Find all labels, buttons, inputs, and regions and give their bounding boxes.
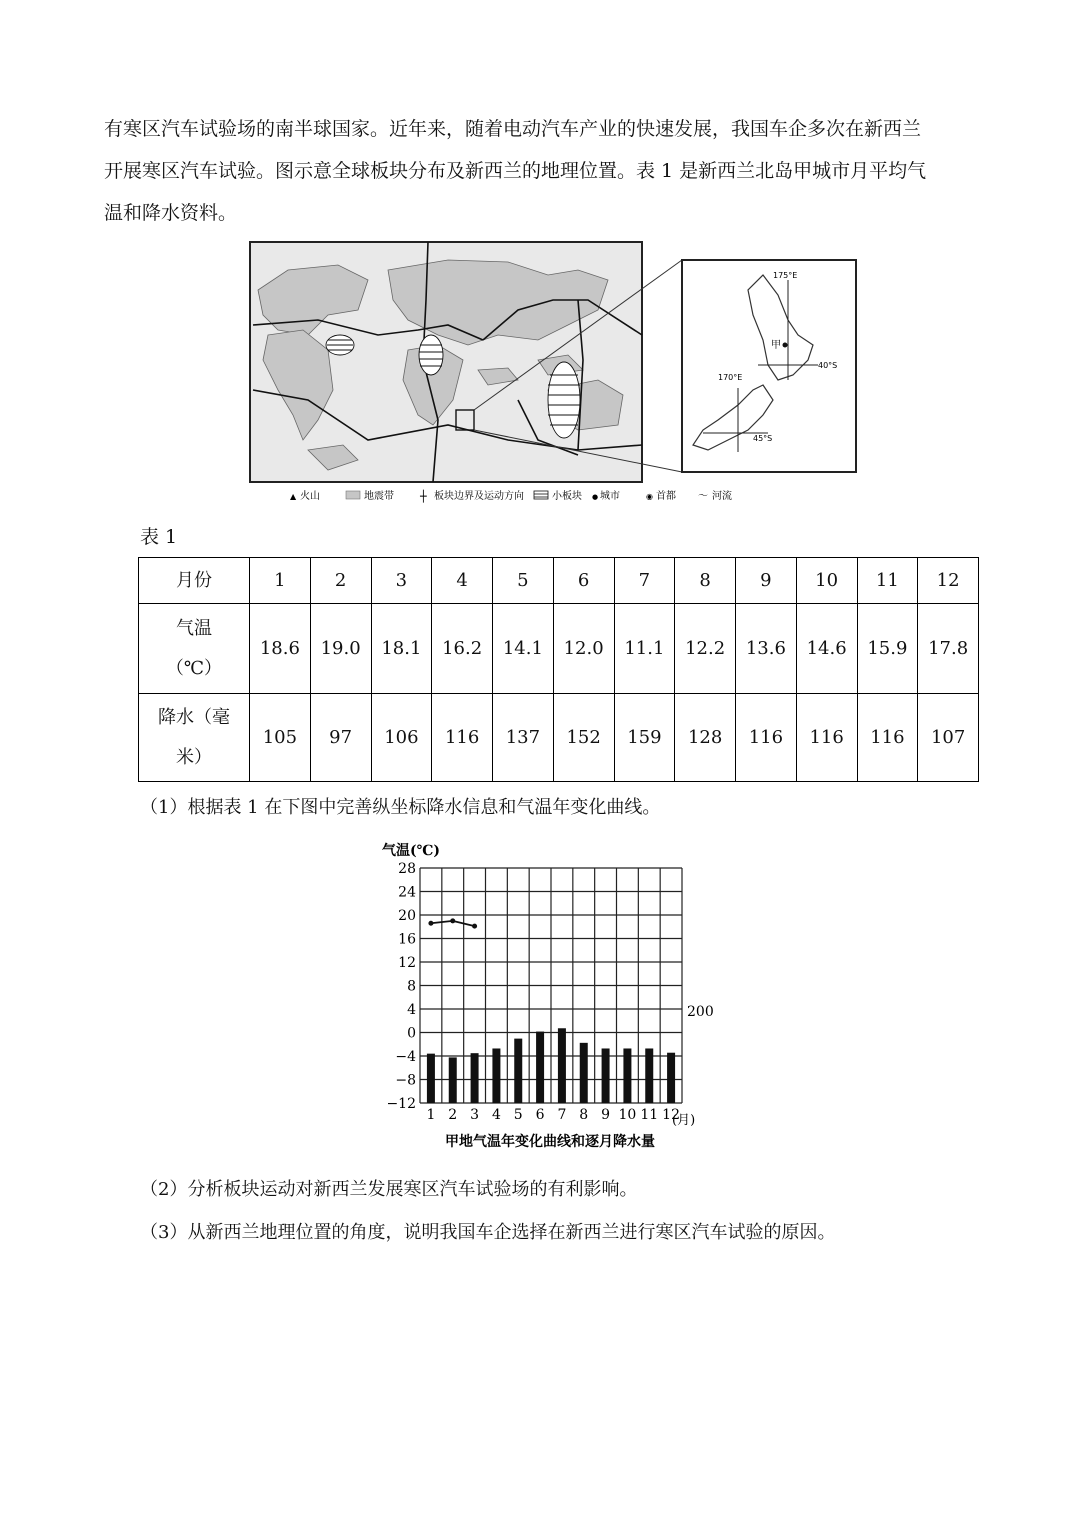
temperature-cell: 16.2 xyxy=(432,604,493,694)
precipitation-cell: 116 xyxy=(857,694,918,782)
chart-y-axis xyxy=(386,861,416,1112)
y-tick-label: 12 xyxy=(398,955,416,971)
legend-capital-label: 首都 xyxy=(656,491,676,502)
y-tick-label: 0 xyxy=(407,1025,416,1042)
chart-ylabel: 气温(℃) xyxy=(382,843,441,859)
chart-grid xyxy=(420,868,682,1103)
month-cell: 4 xyxy=(432,558,493,604)
precipitation-cell: 128 xyxy=(675,694,736,782)
precipitation-bar xyxy=(558,1028,566,1103)
legend-seismic-label: 地震带 xyxy=(364,491,394,502)
legend-city-label: 城市 xyxy=(600,491,620,502)
y-tick-label: 8 xyxy=(407,978,416,995)
y-tick-label: −8 xyxy=(395,1072,416,1089)
lon-170-label: 170°E xyxy=(718,373,743,382)
temperature-cell: 14.1 xyxy=(493,604,554,694)
x-tick-label: 9 xyxy=(601,1107,611,1123)
legend-volcano-label: 火山 xyxy=(300,491,320,502)
x-tick-label: 4 xyxy=(491,1107,501,1123)
x-tick-label: 6 xyxy=(535,1107,545,1123)
y-tick-label: −4 xyxy=(395,1049,416,1065)
temperature-cell: 12.2 xyxy=(675,604,736,694)
x-tick-label: 10 xyxy=(618,1107,637,1123)
temperature-header-line: 气温 xyxy=(176,617,212,639)
y-tick-label: 4 xyxy=(407,1002,416,1018)
question-2: （2）分析板块运动对新西兰发展寒区汽车试验场的有利影响。 xyxy=(140,1179,638,1200)
temperature-curve xyxy=(428,918,477,928)
precipitation-bar xyxy=(645,1048,653,1103)
lat-40-label: 40°S xyxy=(818,361,838,370)
temperature-point xyxy=(472,924,477,929)
chart-right-axis-label: 200 xyxy=(687,1004,714,1020)
month-cell: 10 xyxy=(796,558,857,604)
intro-paragraph xyxy=(104,108,974,234)
x-tick-label: 5 xyxy=(513,1107,523,1123)
legend-small-plate-swatch xyxy=(534,491,548,499)
x-tick-label: 1 xyxy=(426,1107,436,1123)
y-tick-label: 20 xyxy=(398,908,416,924)
precipitation-cell: 106 xyxy=(371,694,432,782)
y-tick-label: 24 xyxy=(398,884,416,901)
temperature-row xyxy=(139,604,979,694)
temperature-point xyxy=(428,921,433,926)
temperature-cell: 15.9 xyxy=(857,604,918,694)
precipitation-cell: 137 xyxy=(493,694,554,782)
precipitation-cell: 105 xyxy=(250,694,311,782)
temperature-cell: 17.8 xyxy=(918,604,979,694)
x-tick-label: 2 xyxy=(448,1107,458,1123)
map-legend xyxy=(290,489,732,503)
city-label: 甲 xyxy=(771,340,781,351)
precipitation-bar xyxy=(536,1032,544,1103)
plate-map-figure xyxy=(248,240,864,510)
y-tick-label: 28 xyxy=(398,861,416,877)
x-tick-label: 12 xyxy=(662,1107,680,1123)
month-cell: 1 xyxy=(250,558,311,604)
legend-capital-icon: ◉ xyxy=(646,492,653,501)
precipitation-header-line: 降水（毫 xyxy=(158,706,230,728)
question-3: （3）从新西兰地理位置的角度，说明我国车企选择在新西兰进行寒区汽车试验的原因。 xyxy=(140,1222,836,1243)
legend-boundary-icon: ┼ xyxy=(420,490,427,503)
temperature-cell: 14.6 xyxy=(796,604,857,694)
month-cell: 12 xyxy=(918,558,979,604)
precipitation-header-line: 米） xyxy=(176,746,212,768)
x-tick-label: 7 xyxy=(557,1107,567,1123)
precipitation-bar xyxy=(449,1057,457,1103)
question-1: （1）根据表 1 在下图中完善纵坐标降水信息和气温年变化曲线。 xyxy=(140,797,661,818)
month-cell: 8 xyxy=(675,558,736,604)
temperature-cell: 12.0 xyxy=(553,604,614,694)
precipitation-cell: 159 xyxy=(614,694,675,782)
precipitation-bar xyxy=(623,1048,631,1103)
precipitation-bar xyxy=(514,1039,522,1103)
x-tick-label: 8 xyxy=(579,1107,589,1123)
temperature-cell: 19.0 xyxy=(310,604,371,694)
city-marker xyxy=(783,343,788,348)
month-row xyxy=(139,558,979,604)
legend-seismic-swatch xyxy=(346,491,360,499)
intro-line: 温和降水资料。 xyxy=(104,202,238,224)
legend-river-icon: 〜 xyxy=(698,491,708,502)
intro-line: 有寒区汽车试验场的南半球国家。近年来，随着电动汽车产业的快速发展，我国车企多次在新西兰 xyxy=(104,118,922,140)
lat-45-label: 45°S xyxy=(753,434,773,443)
legend-city-icon: ● xyxy=(592,493,599,501)
month-header: 月份 xyxy=(139,558,250,604)
month-cell: 5 xyxy=(493,558,554,604)
precipitation-cell: 107 xyxy=(918,694,979,782)
temperature-cell: 13.6 xyxy=(736,604,797,694)
temperature-cell: 18.1 xyxy=(371,604,432,694)
y-tick-label: −12 xyxy=(386,1096,416,1112)
precipitation-cell: 97 xyxy=(310,694,371,782)
precipitation-bar xyxy=(602,1048,610,1103)
climate-table xyxy=(138,557,979,782)
chart-title: 甲地气温年变化曲线和逐月降水量 xyxy=(445,1134,655,1150)
legend-boundary-label: 板块边界及运动方向 xyxy=(434,491,524,502)
month-cell: 7 xyxy=(614,558,675,604)
legend-volcano-icon: ▲ xyxy=(290,492,297,501)
temperature-point xyxy=(450,918,455,923)
precipitation-cell: 152 xyxy=(553,694,614,782)
x-tick-label: 3 xyxy=(470,1107,480,1123)
precipitation-cell: 116 xyxy=(736,694,797,782)
precipitation-bar xyxy=(427,1054,435,1103)
precipitation-header xyxy=(139,694,250,782)
temperature-cell: 11.1 xyxy=(614,604,675,694)
x-tick-label: 11 xyxy=(640,1107,659,1123)
legend-small-plate-label: 小板块 xyxy=(552,491,582,502)
chart-x-axis xyxy=(426,1107,680,1123)
month-cell: 2 xyxy=(310,558,371,604)
table-caption: 表 1 xyxy=(140,526,178,548)
precipitation-row xyxy=(139,694,979,782)
legend-river-label: 河流 xyxy=(712,491,732,502)
month-cell: 11 xyxy=(857,558,918,604)
month-cell: 6 xyxy=(553,558,614,604)
temperature-header xyxy=(139,604,250,694)
month-cell: 9 xyxy=(736,558,797,604)
climate-chart xyxy=(380,833,720,1158)
precipitation-bar xyxy=(580,1043,588,1103)
lon-175-label: 175°E xyxy=(773,271,798,280)
temperature-cell: 18.6 xyxy=(250,604,311,694)
y-tick-label: 16 xyxy=(398,931,416,948)
intro-line: 开展寒区汽车试验。图示意全球板块分布及新西兰的地理位置。表 1 是新西兰北岛甲城市月平均气 xyxy=(104,160,927,182)
precipitation-bar xyxy=(492,1048,500,1103)
precipitation-cell: 116 xyxy=(432,694,493,782)
precipitation-cell: 116 xyxy=(796,694,857,782)
chart-xlabel: (月) xyxy=(672,1113,696,1128)
precipitation-bar xyxy=(667,1053,675,1103)
temperature-header-line: （℃） xyxy=(165,657,223,679)
month-cell: 3 xyxy=(371,558,432,604)
precipitation-bar xyxy=(471,1053,479,1103)
